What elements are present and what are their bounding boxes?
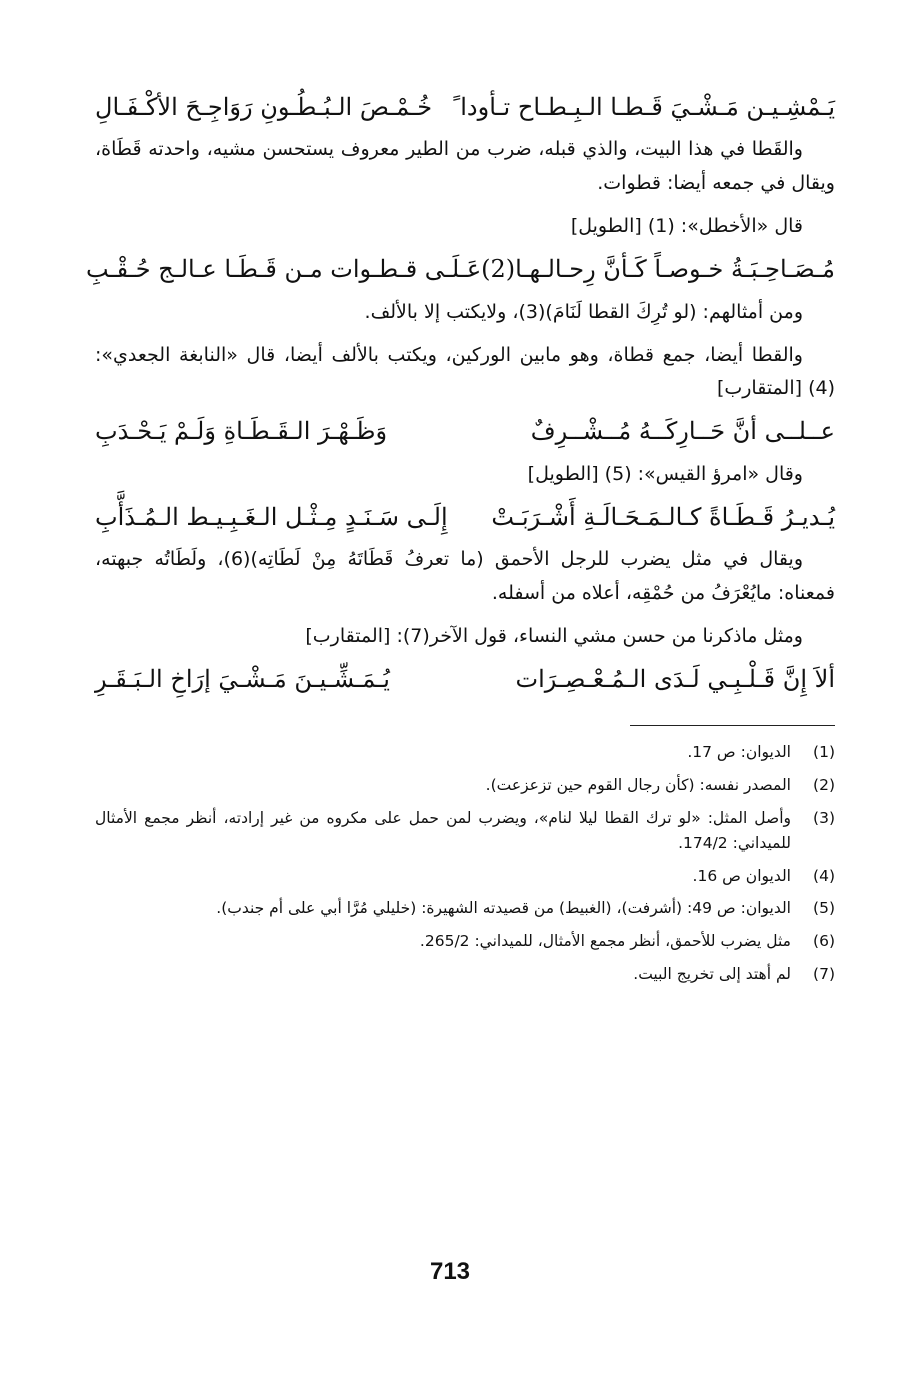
footnote-number: (5) bbox=[813, 899, 835, 918]
verse-line bbox=[95, 663, 835, 695]
footnote-text: الديوان: ص 17. bbox=[687, 743, 791, 762]
verse-second-hemistich: عَـلَـى قـطـوات مـن قَـطَـا عـالـج حُـقْـبِ bbox=[85, 255, 482, 284]
paragraph: والقَطا في هذا البيت، والذي قبله، ضرب من الطير معروف يستحسن مشيه، واحدته قَطَاة، ويقال في جمعه أيضا: قطوات. bbox=[95, 138, 835, 194]
verse-line bbox=[95, 415, 835, 447]
verse-second-hemistich: إِلَـى سَـنَـدٍ مِـثْـل الـغَـبِـيـط الـمُـذَأَّبِ bbox=[95, 502, 448, 531]
verse-first-hemistich: عــلــى أنَّ حَــارِكَــهُ مُــشْــرِفٌ bbox=[530, 417, 835, 446]
verse-second-hemistich: خُـمْـصَ الـبُـطُـونِ رَوَاجِـحَ الأكْـفَـالِ bbox=[95, 93, 433, 121]
footnote bbox=[95, 962, 835, 987]
footnote bbox=[95, 773, 835, 798]
footnote bbox=[95, 864, 835, 889]
footnote-text: مثل يضرب للأحمق، أنظر مجمع الأمثال، للميداني: 265/2. bbox=[419, 932, 791, 951]
footnote-text: الديوان: ص 49: (أشرفت)، (الغبيط) من قصيدته الشهيرة: (خليلي مُرَّا أبي على أم جندب). bbox=[216, 899, 791, 918]
footnote-number: (2) bbox=[813, 776, 835, 795]
paragraph: والقطا أيضا، جمع قطاة، وهو مابين الوركين، ويكتب بالألف أيضا، قال «النابغة الجعدي»: (4) [المتقارب] bbox=[95, 343, 835, 400]
verse-first-hemistich: يَـمْشِـيـن مَـشْـيَ قَـطـا الـبِـطـاح تـأودا ً bbox=[453, 93, 835, 121]
paragraph: قال «الأخطل»: (1) [الطويل] bbox=[570, 214, 803, 237]
verse-first-hemistich: مُـصَـاحِـبَـةُ خـوصـاً كَـأنَّ رِحـالـهـا(2) bbox=[481, 255, 835, 284]
footnote bbox=[95, 929, 835, 954]
paragraph: ومن أمثالهم: (لو تُرِكَ القطا لَنَامَ)(3)، ولايكتب إلا بالألف. bbox=[364, 300, 803, 323]
footnote-text: لم أهتد إلى تخريج البيت. bbox=[633, 965, 791, 984]
page-number: 713 bbox=[429, 1258, 471, 1285]
footnote bbox=[95, 740, 835, 765]
verse-second-hemistich: وَظَـهْـرَ الـقَـطَـاةِ وَلَـمْ يَـحْـدَبِ bbox=[95, 417, 388, 446]
verse-first-hemistich: ألاَ إِنَّ قَـلْـبِـي لَـدَى الـمُـعْـصِـرَات bbox=[515, 665, 835, 694]
footnote-number: (7) bbox=[813, 965, 835, 984]
footnote-number: (4) bbox=[813, 866, 835, 885]
footnote bbox=[95, 896, 835, 921]
verse-line bbox=[85, 253, 835, 285]
footnote bbox=[95, 806, 835, 856]
footnote-number: (6) bbox=[813, 932, 835, 951]
footnote-number: (1) bbox=[813, 743, 835, 762]
page-body bbox=[85, 85, 835, 995]
verse-second-hemistich: يُـمَـشِّـيـنَ مَـشْـيَ إرَاخِ الـبَـقَـرِ bbox=[95, 665, 390, 694]
footnote-text: وأصل المثل: «لو ترك القطا ليلا لنام»، ويضرب لمن حمل على مكروه من غير إرادته، أنظر مجمع الأمثال للميداني: 174/2. bbox=[95, 809, 791, 852]
paragraph: ويقال في مثل يضرب للرجل الأحمق (ما تعرفُ قَطَاتَهُ مِنْ لَطَاتِه)(6)، ولَطَاتُه جبهته، فمعناه: مايُعْرَفُ من حُمْقِه، أعلاه من أسفله. bbox=[95, 548, 835, 604]
footnote-number: (3) bbox=[813, 809, 835, 828]
verse-line bbox=[95, 501, 835, 533]
verse-first-hemistich: يُـديـرُ قَـطَـاةً كـالـمَـحَـالَـةِ أَشْـرَبَـتْ bbox=[491, 502, 835, 531]
paragraph: ومثل ماذكرنا من حسن مشي النساء، قول الآخر(7): [المتقارب] bbox=[305, 624, 803, 647]
verse-line bbox=[95, 91, 835, 123]
footnotes bbox=[95, 740, 835, 986]
footnote-text: المصدر نفسه: (كأن رجال القوم حين تزعزعت). bbox=[485, 776, 791, 795]
footnote-separator bbox=[630, 725, 835, 726]
paragraph: وقال «امرؤ القيس»: (5) [الطويل] bbox=[527, 462, 803, 485]
footnote-text: الديوان ص 16. bbox=[692, 866, 791, 885]
